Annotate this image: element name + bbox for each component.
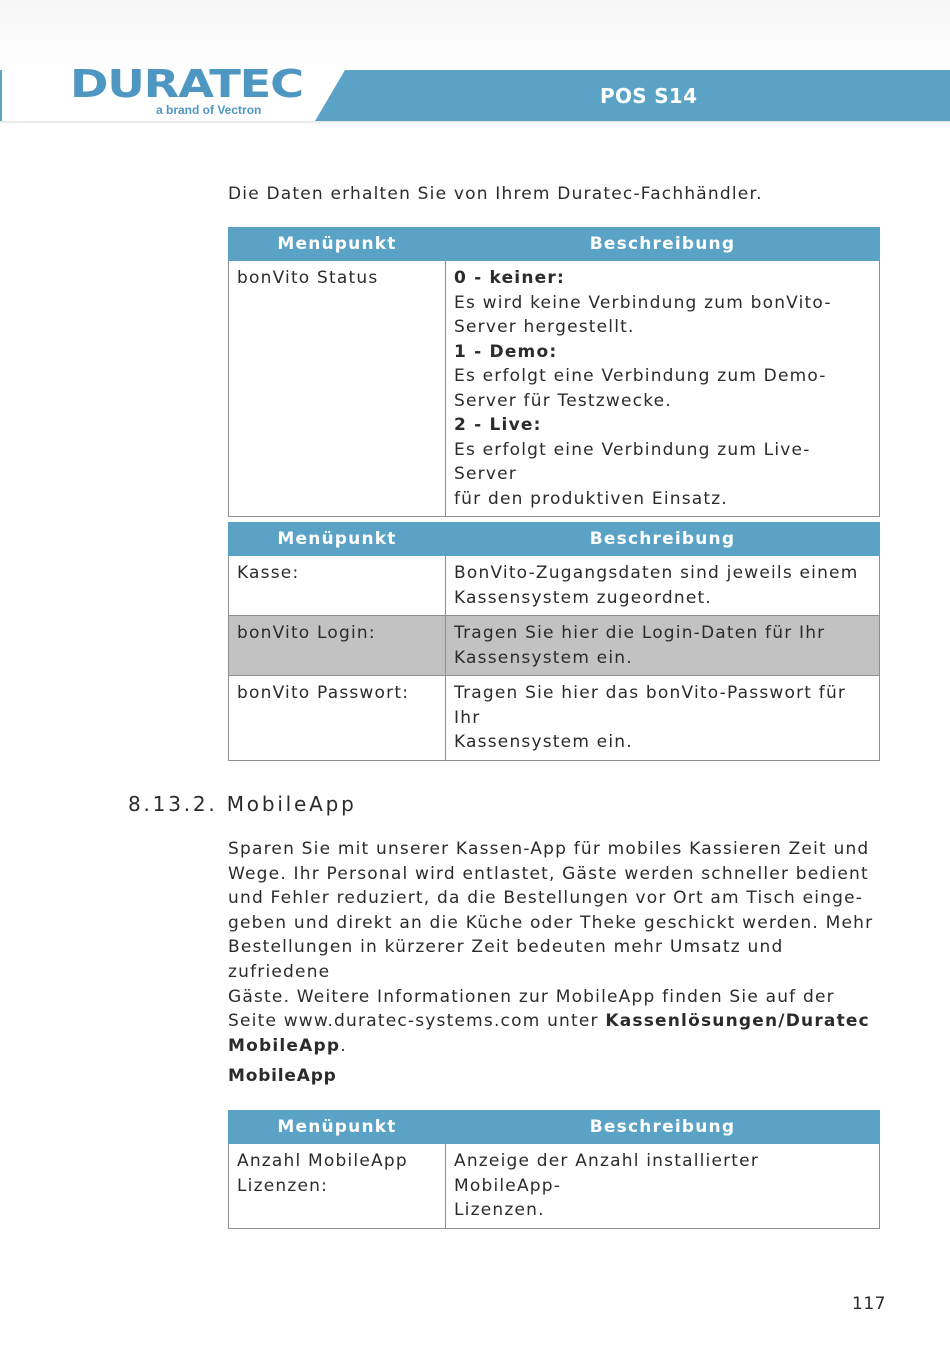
- option-line: Server hergestellt.: [454, 317, 635, 337]
- menu-item-line: Lizenzen:: [237, 1175, 329, 1196]
- column-header-menupunkt: Menüpunkt: [229, 1111, 446, 1144]
- option-title: 1 - Demo:: [454, 341, 558, 362]
- bonvito-status-table: [228, 227, 880, 517]
- paragraph-line: [228, 1009, 878, 1034]
- description-line: Kassensystem zugeordnet.: [454, 587, 713, 608]
- section-heading: 8.13.2. MobileApp: [128, 792, 357, 816]
- intro-text: Die Daten erhalten Sie von Ihrem Duratec-Fachhändler.: [228, 184, 763, 204]
- column-header-beschreibung: Beschreibung: [446, 228, 880, 261]
- menu-path-emphasis: Kassenlösungen/Duratec: [605, 1011, 870, 1032]
- table-header-row: [229, 1111, 880, 1144]
- header-divider: [0, 121, 950, 124]
- paragraph-text: .: [340, 1035, 347, 1056]
- menu-item-cell: Kasse:: [229, 556, 446, 616]
- column-header-beschreibung: Beschreibung: [446, 1111, 880, 1144]
- paragraph-line: Bestellungen in kürzerer Zeit bedeuten mehr Umsatz und zufriedene: [228, 937, 784, 982]
- description-cell: [446, 261, 880, 517]
- description-cell: [446, 1144, 880, 1229]
- description-line: Kassensystem ein.: [454, 647, 633, 668]
- table-row: [229, 556, 880, 616]
- description-line: BonVito-Zugangsdaten sind jeweils einem: [454, 563, 859, 583]
- menu-item-line: Anzahl MobileApp: [237, 1151, 408, 1171]
- brand-subtitle: a brand of Vectron: [156, 103, 262, 117]
- table-header-row: [229, 228, 880, 261]
- table-row: [229, 616, 880, 676]
- description-line: Tragen Sie hier die Login-Daten für Ihr: [454, 623, 826, 643]
- description-cell: [446, 556, 880, 616]
- subheading: MobileApp: [228, 1066, 337, 1086]
- column-header-menupunkt: Menüpunkt: [229, 228, 446, 261]
- description-line: Lizenzen.: [454, 1200, 545, 1220]
- page-number: 117: [852, 1294, 886, 1314]
- header-accent-line: [0, 70, 2, 122]
- description-line: Tragen Sie hier das bonVito-Passwort für Ihr: [454, 683, 847, 728]
- paragraph-text: Seite www.duratec-systems.com unter: [228, 1011, 606, 1032]
- description-line: Kassensystem ein.: [454, 732, 633, 752]
- option-line: Es erfolgt eine Verbindung zum Demo-: [454, 366, 827, 386]
- description-line: Anzeige der Anzahl installierter MobileApp-: [454, 1151, 760, 1196]
- option-title: 2 - Live:: [454, 415, 542, 435]
- mobileapp-table: [228, 1110, 880, 1229]
- option-line: Server für Testzwecke.: [454, 390, 672, 411]
- menu-item-cell: bonVito Login:: [229, 616, 446, 676]
- paragraph-line: Gäste. Weitere Informationen zur MobileApp finden Sie auf der: [228, 986, 835, 1007]
- paragraph-line: Sparen Sie mit unserer Kassen-App für mobiles Kassieren Zeit und: [228, 839, 870, 859]
- option-line: Es wird keine Verbindung zum bonVito-: [454, 292, 832, 313]
- bonvito-credentials-table: [228, 522, 880, 761]
- description-cell: [446, 676, 880, 761]
- product-title: POS S14: [600, 84, 698, 108]
- menu-path-emphasis: MobileApp: [228, 1035, 341, 1056]
- paragraph-line: [228, 1034, 878, 1059]
- table-row: [229, 1144, 880, 1229]
- option-line: Es erfolgt eine Verbindung zum Live-Server: [454, 439, 811, 484]
- column-header-menupunkt: Menüpunkt: [229, 523, 446, 556]
- mobileapp-paragraph: [228, 837, 878, 1058]
- option-line: für den produktiven Einsatz.: [454, 488, 728, 509]
- menu-item-cell: [229, 1144, 446, 1229]
- paragraph-line: geben und direkt an die Küche oder Theke geschickt werden. Mehr: [228, 912, 874, 933]
- column-header-beschreibung: Beschreibung: [446, 523, 880, 556]
- option-title: 0 - keiner:: [454, 268, 565, 288]
- paragraph-line: und Fehler reduziert, da die Bestellungen vor Ort am Tisch einge-: [228, 888, 864, 909]
- table-row: [229, 676, 880, 761]
- menu-item-cell: bonVito Status: [229, 261, 446, 517]
- paragraph-line: Wege. Ihr Personal wird entlastet, Gäste werden schneller bedient: [228, 863, 869, 884]
- description-cell: [446, 616, 880, 676]
- menu-item-cell: bonVito Passwort:: [229, 676, 446, 761]
- page-header: [0, 0, 950, 130]
- table-header-row: [229, 523, 880, 556]
- table-row: [229, 261, 880, 517]
- brand-logo: DURATEC: [70, 62, 303, 106]
